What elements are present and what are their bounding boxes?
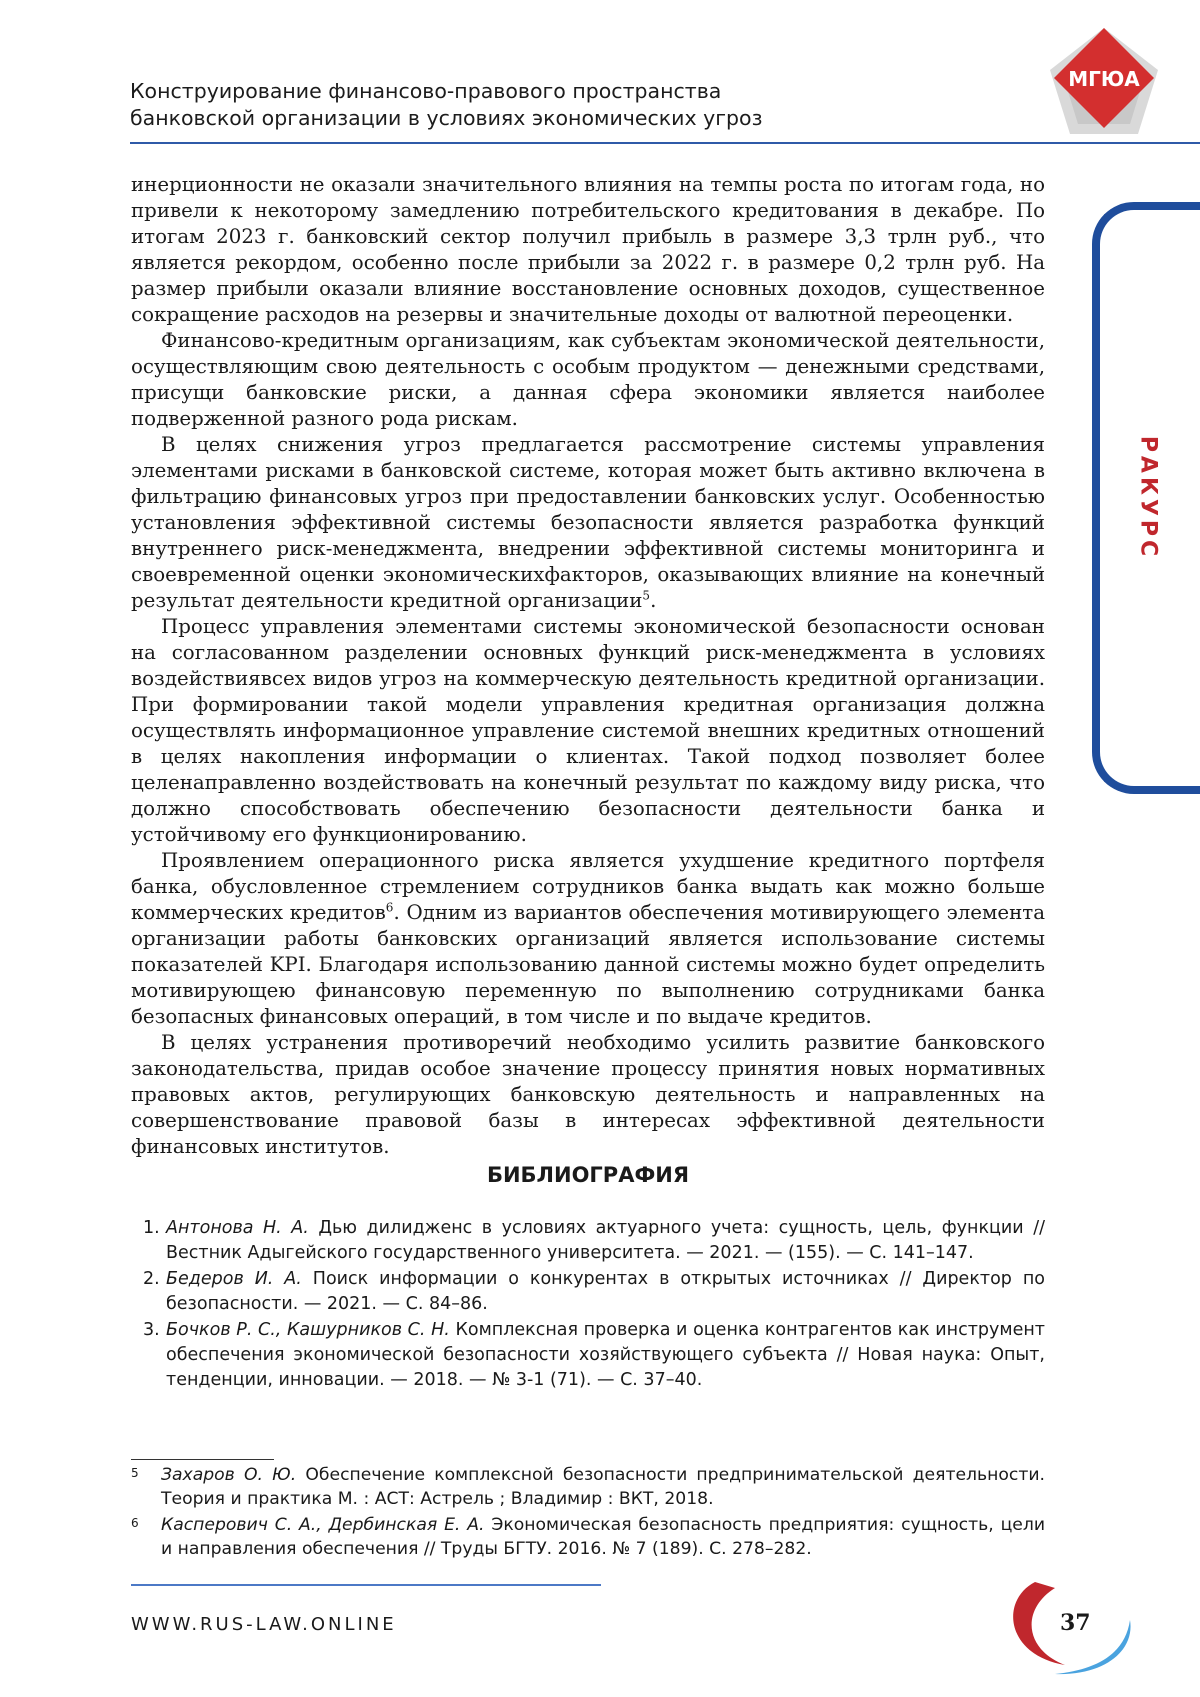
bibliography-item [131, 1267, 1045, 1317]
bibliography-item [131, 1318, 1045, 1393]
bibliography-item-author: Бедеров И. А. [166, 1269, 302, 1289]
footer-rule [131, 1584, 601, 1586]
footnote-text: Обеспечение комплексной безопасности предпринимательской деятельности. Теория и практика М. : АСТ: Астрель ; Владимир : ВКТ, 2018. [161, 1465, 1045, 1509]
paragraph-6: В целях устранения противоречий необходимо усилить развитие банковского законодательства, придав особое значение процессу принятия новых нормативных правовых актов, регулирующих банковскую деятельность и направленных на совершенствование правовой базы в интересах эффективной деятельности финансовых институтов. [131, 1030, 1045, 1160]
footnote-author: Захаров О. Ю. [161, 1465, 296, 1485]
footnote-item [131, 1463, 1045, 1511]
bibliography-item-text: Поиск информации о конкурентах в открытых источниках // Директор по безопасности. — 2021. — С. 84–86. [166, 1269, 1045, 1314]
footnotes [131, 1463, 1045, 1563]
bibliography-item-author: Бочков Р. С., Кашурников С. Н. [166, 1320, 450, 1340]
bibliography-item [131, 1216, 1045, 1266]
mgyua-logo-icon [1038, 22, 1170, 150]
paragraph-4: Процесс управления элементами системы экономической безопасности основан на согласованном разделении основных функций риск-менеджмента в условиях воздействиявсех видов угроз на коммерческую деятельность кредитной организации. При формировании такой модели управления кредитная организация должна осуществлять информационное управление системой внешних кредитных отношений в целях накопления информации о клиентах. Такой подход позволяет более целенаправленно воздействовать на конечный результат по каждому виду риска, что должно способствовать обеспечению безопасности деятельности банка и устойчивому его функционированию. [131, 614, 1045, 848]
article-body [131, 172, 1045, 1160]
paragraph-5-text-a: Проявлением операционного риска является ухудшение кредитного портфеля банка, обусловленное стремлением сотрудников банка выдать как можно больше коммерческих кредитов [131, 849, 1045, 924]
header-title-line-2: банковской организации в условиях экономических угроз [130, 105, 930, 132]
bibliography-title: БИБЛИОГРАФИЯ [131, 1163, 1045, 1187]
footnote-author: Касперович С. А., Дербинская Е. А. [161, 1515, 484, 1535]
paragraph-3 [131, 432, 1045, 614]
bibliography-list [131, 1216, 1045, 1394]
footnote-item [131, 1513, 1045, 1561]
footer-website-link[interactable]: WWW.RUS-LAW.ONLINE [131, 1614, 397, 1635]
footnote-ref-6[interactable]: 6 [386, 900, 394, 914]
footnote-rule [131, 1459, 274, 1460]
paragraph-3-text: В целях снижения угроз предлагается рассмотрение системы управления элементами рисками в банковской системе, которая может быть активно включена в фильтрацию финансовых угроз при предоставлении банковских услуг. Особенностью установления эффективной системы безопасности является разработка функций внутреннего риск-менеджмента, внедрении эффективной системы мониторинга и своевременной оценки экономическихфакторов, оказывающих влияние на конечный результат деятельности кредитной организации [131, 433, 1045, 612]
section-label: РАКУРС [1136, 436, 1161, 560]
paragraph-5-text-b: . Одним из вариантов обеспечения мотивирующего элемента организации работы банковских организаций является использование системы показателей KPI. Благодаря использованию данной системы можно будет определить мотивирующею финансовую переменную по выполнению сотрудниками банка безопасных финансовых операций, в том числе и по выдаче кредитов. [131, 901, 1045, 1028]
bibliography-item-number: 3. [143, 1318, 160, 1343]
header-title-line-1: Конструирование финансово-правового пространства [130, 78, 930, 105]
bibliography-item-author: Антонова Н. А. [166, 1218, 309, 1238]
paragraph-1: инерционности не оказали значительного влияния на темпы роста по итогам года, но привели к некоторому замедлению потребительского кредитования в декабре. По итогам 2023 г. банковский сектор получил прибыль в размере 3,3 трлн руб., что является рекордом, особенно после прибыли за 2022 г. в размере 0,2 трлн руб. На размер прибыли оказали влияние восстановление основных доходов, существенное сокращение расходов на резервы и значительные доходы от валютной переоценки. [131, 172, 1045, 328]
running-header [130, 78, 930, 132]
footnote-number: 6 [131, 1511, 139, 1535]
footnote-ref-5[interactable]: 5 [642, 588, 650, 602]
paragraph-2: Финансово-кредитным организациям, как субъектам экономической деятельности, осуществляющим свою деятельность с особым продуктом — денежными средствами, присущи банковские риски, а данная сфера экономики является наиболее подверженной разного рода рискам. [131, 328, 1045, 432]
bibliography-item-text: Комплексная проверка и оценка контрагентов как инструмент обеспечения экономической безопасности хозяйствующего субъекта // Новая наука: Опыт, тенденции, инновации. — 2018. — № 3-1 (71). — С. 37–40. [166, 1320, 1045, 1390]
paragraph-3-end: . [650, 589, 656, 612]
page-number: 37 [1060, 1610, 1091, 1636]
bibliography-item-text: Дью дилидженс в условиях актуарного учета: сущность, цель, функции // Вестник Адыгейского государственного университета. — 2021. — (155). — С. 141–147. [166, 1218, 1045, 1263]
footnote-text: Экономическая безопасность предприятия: сущность, цели и направления обеспечения // Труды БГТУ. 2016. № 7 (189). С. 278–282. [161, 1515, 1045, 1559]
bibliography-item-number: 1. [143, 1216, 160, 1241]
footnote-number: 5 [131, 1461, 139, 1485]
bibliography-item-number: 2. [143, 1267, 160, 1292]
paragraph-5 [131, 848, 1045, 1030]
logo-text: МГЮА [1068, 67, 1140, 91]
